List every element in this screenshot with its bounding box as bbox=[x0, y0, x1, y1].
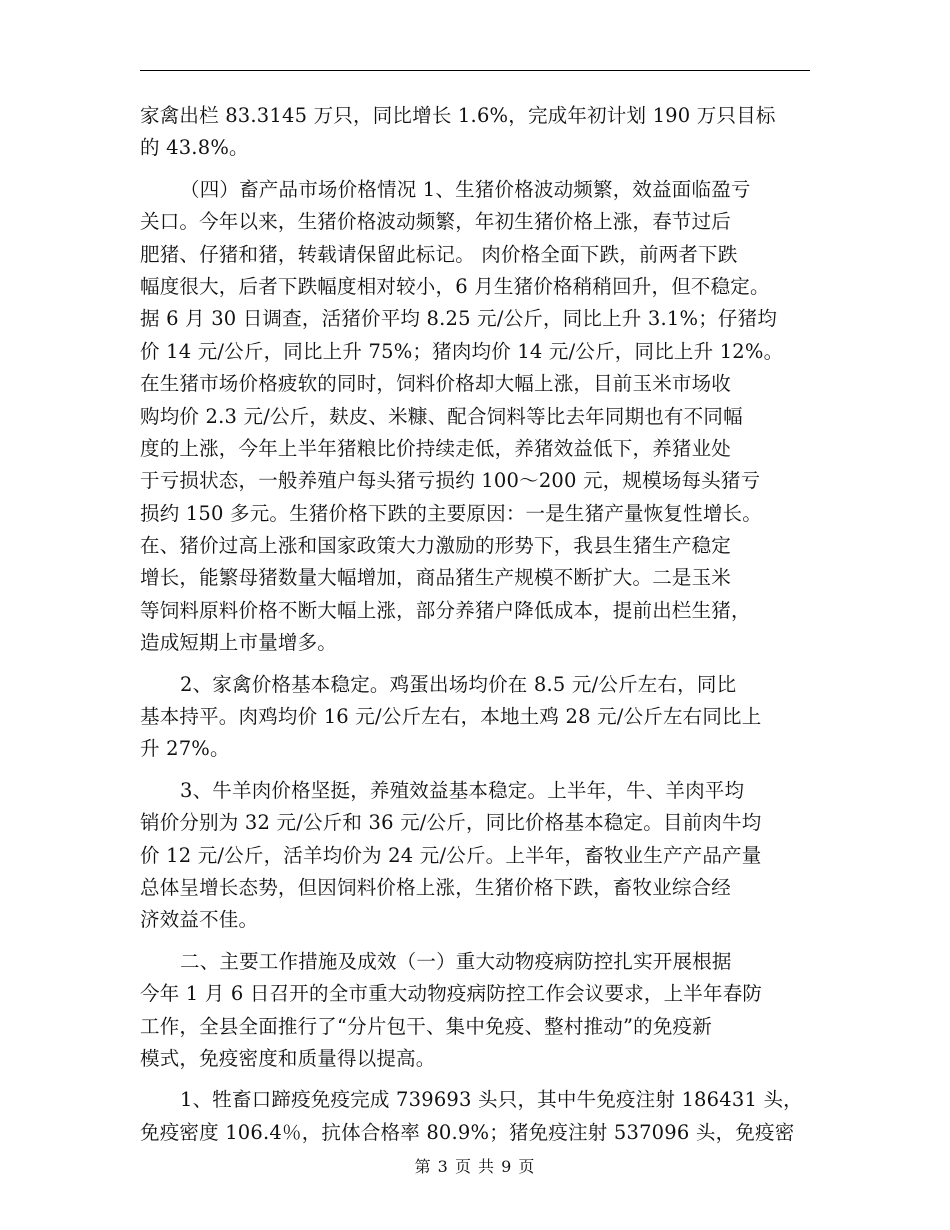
text-line: 等饲料原料价格不断大幅上涨，部分养猪户降低成本，提前出栏生猪， bbox=[140, 598, 751, 622]
text-line: 购均价 2.3 元/公斤，麸皮、米糠、配合饲料等比去年同期也有不同幅 bbox=[140, 404, 743, 428]
text-line: 肥猪、仔猪和猪，转载请保留此标记。 肉价格全面下跌，前两者下跌 bbox=[140, 242, 738, 266]
text-line: 销价分别为 32 元/公斤和 36 元/公斤，同比价格基本稳定。目前肉牛均 bbox=[140, 811, 762, 835]
text-line: 于亏损状态，一般养殖户每头猪亏损约 100～200 元，规模场每头猪亏 bbox=[140, 469, 761, 493]
text-line: 在生猪市场价格疲软的同时，饲料价格却大幅上涨，目前玉米市场收 bbox=[140, 372, 732, 396]
text-line: 2、家禽价格基本稳定。鸡蛋出场均价在 8.5 元/公斤左右，同比 bbox=[180, 672, 737, 696]
text-line: 1、牲畜口蹄疫免疫完成 739693 头只，其中牛免疫注射 186431 头， bbox=[180, 1088, 803, 1112]
header-rule bbox=[140, 70, 810, 71]
paragraph-work-measures bbox=[140, 946, 830, 1076]
text-line: 3、牛羊肉价格坚挺，养殖效益基本稳定。上半年，牛、羊肉平均 bbox=[180, 778, 745, 802]
text-line: 升 27%。 bbox=[140, 737, 230, 761]
text-line: 的 43.8%。 bbox=[140, 136, 249, 160]
text-line: 模式，免疫密度和质量得以提高。 bbox=[140, 1046, 436, 1070]
text-line: （四）畜产品市场价格情况 1、生猪价格波动频繁，效益面临盈亏 bbox=[180, 177, 751, 201]
text-line: 基本持平。肉鸡均价 16 元/公斤左右，本地土鸡 28 元/公斤左右同比上 bbox=[140, 705, 762, 729]
paragraph-poultry-prices bbox=[140, 669, 830, 766]
text-line: 关口。今年以来，生猪价格波动频繁，年初生猪价格上涨，春节过后 bbox=[140, 210, 732, 234]
text-line: 造成短期上市量增多。 bbox=[140, 631, 338, 655]
text-line: 度的上涨，今年上半年猪粮比价持续走低，养猪效益低下，养猪业处 bbox=[140, 436, 732, 460]
paragraph-poultry-output bbox=[140, 100, 830, 165]
text-line: 增长，能繁母猪数量大幅增加，商品猪生产规模不断扩大。二是玉米 bbox=[140, 566, 732, 590]
text-line: 幅度很大，后者下跌幅度相对较小，6 月生猪价格稍稍回升，但不稳定。 bbox=[140, 274, 770, 298]
text-line: 今年 1 月 6 日召开的全市重大动物疫病防控工作会议要求，上半年春防 bbox=[140, 982, 763, 1006]
text-line: 总体呈增长态势，但因饲料价格上涨，生猪价格下跌，畜牧业综合经 bbox=[140, 875, 732, 899]
paragraph-fmd-immunization bbox=[140, 1084, 830, 1149]
paragraph-beef-mutton-prices bbox=[140, 775, 830, 937]
text-line: 价 14 元/公斤，同比上升 75%；猪肉均价 14 元/公斤，同比上升 12%。 bbox=[140, 339, 784, 363]
text-line: 价 12 元/公斤，活羊均价为 24 元/公斤。上半年，畜牧业生产产品产量 bbox=[140, 843, 762, 867]
page-number-footer: 第 3 页 共 9 页 bbox=[414, 1157, 536, 1176]
text-line: 二、主要工作措施及成效（一）重大动物疫病防控扎实开展根据 bbox=[180, 949, 732, 973]
document-body bbox=[140, 100, 830, 1149]
text-line: 损约 150 多元。生猪价格下跌的主要原因：一是生猪产量恢复性增长。 bbox=[140, 501, 762, 525]
text-line: 工作，全县全面推行了“分片包干、集中免疫、整村推动”的免疫新 bbox=[140, 1014, 712, 1038]
text-line: 免疫密度 106.4％，抗体合格率 80.9%；猪免疫注射 537096 头，免疫密 bbox=[140, 1120, 795, 1144]
text-line: 在、猪价过高上涨和国家政策大力激励的形势下，我县生猪生产稳定 bbox=[140, 534, 732, 558]
paragraph-market-prices bbox=[140, 174, 830, 660]
text-line: 济效益不佳。 bbox=[140, 908, 259, 932]
text-line: 家禽出栏 83.3145 万只，同比增长 1.6%，完成年初计划 190 万只目标 bbox=[140, 104, 776, 127]
text-line: 据 6 月 30 日调查，活猪价平均 8.25 元/公斤，同比上升 3.1%；仔猪均 bbox=[140, 307, 778, 331]
